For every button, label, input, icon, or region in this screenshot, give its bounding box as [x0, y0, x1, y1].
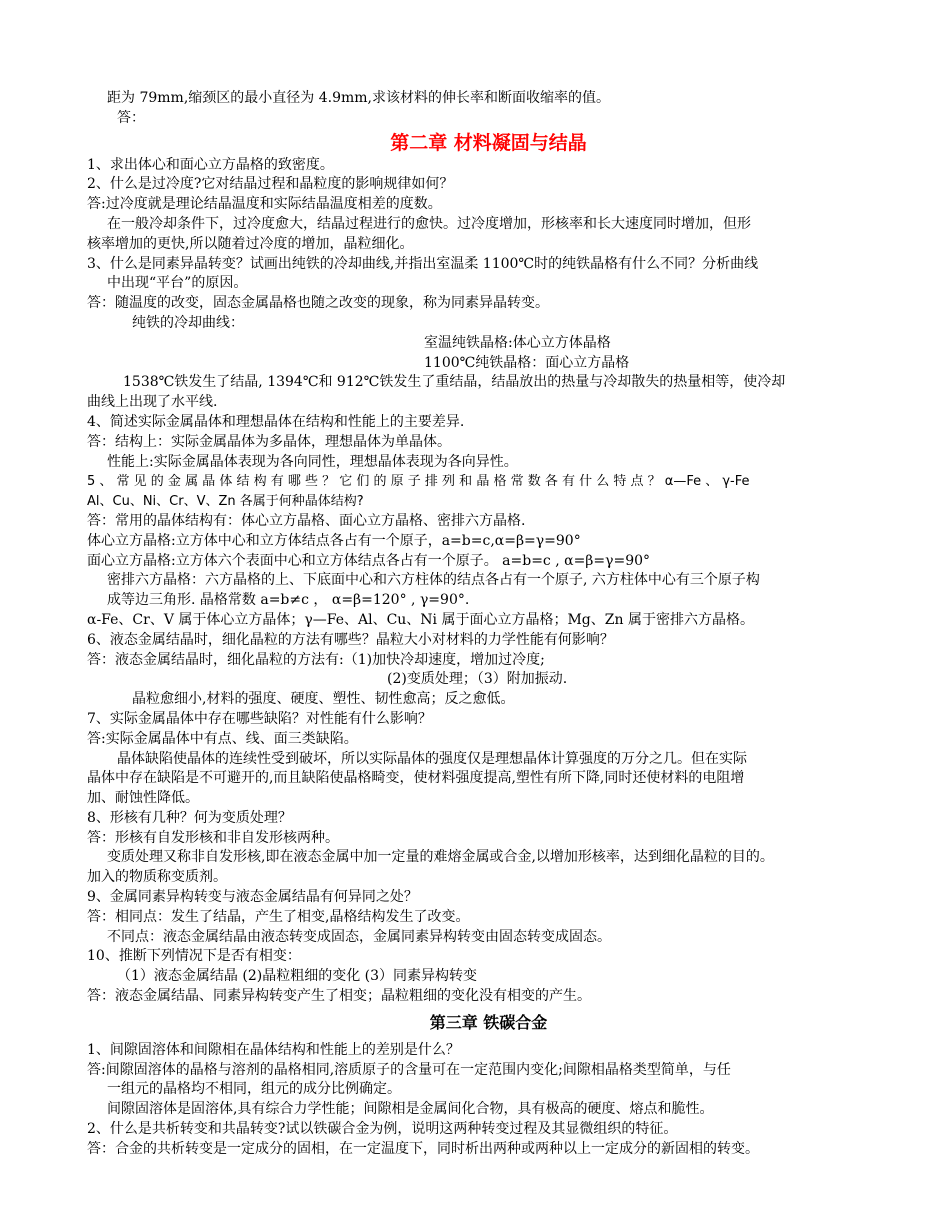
- question-10-options: （1）液态金属结晶 (2)晶粒粗细的变化 (3）同素异构转变: [117, 968, 478, 985]
- ch3-answer-2: 答：合金的共析转变是一定成分的固相，在一定温度下，同时析出两种或两种以上一定成分的新固相的转变。: [87, 1140, 759, 1157]
- answer-9-body: 不同点：液态金属结晶由液态转变成固态，金属同素异构转变由固态转变成固态。: [107, 928, 611, 945]
- answer-3: 答：随温度的改变，固态金属晶格也随之改变的现象，称为同素异晶转变。: [87, 295, 549, 312]
- question-2: 2、什么是过冷度?它对结晶过程和晶粒度的影响规律如何？: [87, 176, 454, 193]
- answer-7-body: 晶体缺陷使晶体的连续性受到破坏，所以实际晶体的强度仅是理想晶体计算强度的万分之几。但在实际: [117, 750, 747, 767]
- answer-7-body: 晶体中存在缺陷是不可避开的,而且缺陷使晶格畸变，使材料强度提高,塑性有所下降,同时还使材料的电阻增: [87, 770, 745, 787]
- question-3: 3、什么是同素异晶转变？试画出纯铁的冷却曲线,并指出室温柔 1100℃时的纯铁晶格有什么不同？分析曲线: [87, 255, 759, 272]
- fcc-description: 面心立方晶格:立方体六个表面中心和立方体结点各占有一个原子。 a=b=c , α=β=γ=90°: [87, 552, 651, 569]
- answer-4: 答：结构上：实际金属晶体为多晶体，理想晶体为单晶体。: [87, 433, 451, 450]
- answer-label: 答：: [117, 109, 145, 126]
- answer-2: 答:过冷度就是理论结晶温度和实际结晶温度相差的度数。: [87, 196, 442, 213]
- question-8: 8、形核有几种？何为变质处理？: [87, 809, 292, 826]
- ch3-answer-1-cont: 一组元的晶格均不相同，组元的成分比例确定。: [107, 1081, 401, 1098]
- answer-8-body: 加入的物质称变质剂。: [87, 869, 227, 886]
- answer-3-body: 1538℃铁发生了结晶, 1394℃和 912℃铁发生了重结晶，结晶放出的热量与冷却散失的热量相等，使冷却: [123, 374, 786, 391]
- bcc-description: 体心立方晶格:立方体中心和立方体结点各占有一个原子，a=b=c,α=β=γ=90°: [87, 532, 581, 549]
- answer-10: 答：液态金属结晶、同素异构转变产生了相变；晶粒粗细的变化没有相变的产生。: [87, 988, 591, 1005]
- ch3-answer-1: 答:间隙固溶体的晶格与溶剂的晶格相同,溶质原子的含量可在一定范围内变化;间隙相晶格类型简单，与任: [87, 1061, 731, 1078]
- answer-8-body: 变质处理又称非自发形核,即在液态金属中加一定量的难熔金属或合金,以增加形核率，达到细化晶粒的目的。: [107, 849, 774, 866]
- question-4: 4、简述实际金属晶体和理想晶体在结构和性能上的主要差异.: [87, 413, 465, 430]
- answer-3-body: 曲线上出现了水平线.: [87, 394, 218, 411]
- answer-2-body: 核率增加的更快,所以随着过冷度的增加，晶粒细化。: [87, 235, 414, 252]
- answer-6-cont: (2)变质处理；（3）附加振动.: [387, 671, 568, 688]
- answer-7-body: 加、耐蚀性降低。: [87, 790, 199, 807]
- cooling-curve-label: 纯铁的冷却曲线：: [132, 314, 244, 331]
- hcp-description: 密排六方晶格：六方晶格的上、下底面中心和六方柱体的结点各占有一个原子, 六方柱体中心有三个原子构: [107, 572, 760, 589]
- answer-5: 答：常用的晶体结构有：体心立方晶格、面心立方晶格、密排六方晶格.: [87, 512, 526, 529]
- answer-6: 答：液态金属结晶时，细化晶粒的方法有:（1)加快冷却速度，增加过冷度;: [87, 651, 545, 668]
- ch3-question-2: 2、什么是共析转变和共晶转变?试以铁碳合金为例，说明这两种转变过程及其显微组织的特征。: [87, 1121, 678, 1138]
- ch3-question-1: 1、间隙固溶体和间隙相在晶体结构和性能上的差别是什么？: [87, 1041, 460, 1058]
- chapter-3-heading: 第三章 铁碳合金: [429, 1012, 548, 1032]
- question-9: 9、金属同素异构转变与液态金属结晶有何异同之处？: [87, 889, 418, 906]
- question-10: 10、推断下列情况下是否有相变：: [87, 948, 301, 965]
- answer-4-body: 性能上:实际金属晶体表现为各向同性，理想晶体表现为各向异性。: [107, 453, 518, 470]
- answer-6-body: 晶粒愈细小,材料的强度、硬度、塑性、韧性愈高；反之愈低。: [132, 691, 515, 708]
- question-7: 7、实际金属晶体中存在哪些缺陷？对性能有什么影响？: [87, 710, 432, 727]
- question-1: 1、求出体心和面心立方晶格的致密度。: [87, 156, 334, 173]
- room-temp-lattice: 室温纯铁晶格:体心立方体晶格: [424, 334, 611, 351]
- answer-8: 答：形核有自发形核和非自发形核两种。: [87, 829, 339, 846]
- chapter-2-heading: 第二章 材料凝固与结晶: [390, 131, 587, 154]
- question-3-cont: 中出现“平台”的原因。: [107, 275, 248, 292]
- high-temp-lattice: 1100℃纯铁晶格：面心立方晶格: [424, 354, 630, 371]
- question-5: 5 、 常 见 的 金 属 晶 体 结 构 有 哪 些 ？ 它 们 的 原 子 排 列 和 晶 格 常 数 各 有 什 么 特 点 ？ α—Fe 、 γ-Fe: [87, 474, 750, 490]
- answer-9: 答：相同点：发生了结晶，产生了相变,晶格结构发生了改变。: [87, 908, 470, 925]
- answer-7: 答:实际金属晶体中有点、线、面三类缺陷。: [87, 730, 358, 747]
- ch3-answer-1-body: 间隙固溶体是固溶体,具有综合力学性能；间隙相是金属间化合物，具有极高的硬度、熔点和脆性。: [107, 1101, 714, 1118]
- hcp-description-cont: 成等边三角形. 晶格常数 a=b≠c ， α=β=120° , γ=90°.: [107, 592, 470, 609]
- question-6: 6、液态金属结晶时，细化晶粒的方法有哪些？晶粒大小对材料的力学性能有何影响？: [87, 631, 614, 648]
- answer-2-body: 在一般冷却条件下，过冷度愈大，结晶过程进行的愈快。过冷度增加，形核率和长大速度同时增加，但形: [107, 215, 751, 232]
- answer-5-summary: α-Fe、Cr、V 属于体心立方晶体；γ—Fe、Al、Cu、Ni 属于面心立方晶格；Mg、Zn 属于密排六方晶格。: [87, 611, 754, 628]
- question-5-cont: Al、Cu、Ni、Cr、V、Zn 各属于何种晶体结构?: [87, 494, 364, 510]
- intro-line: 距为 79mm,缩颈区的最小直径为 4.9mm,求该材料的伸长率和断面收缩率的值。: [107, 90, 610, 106]
